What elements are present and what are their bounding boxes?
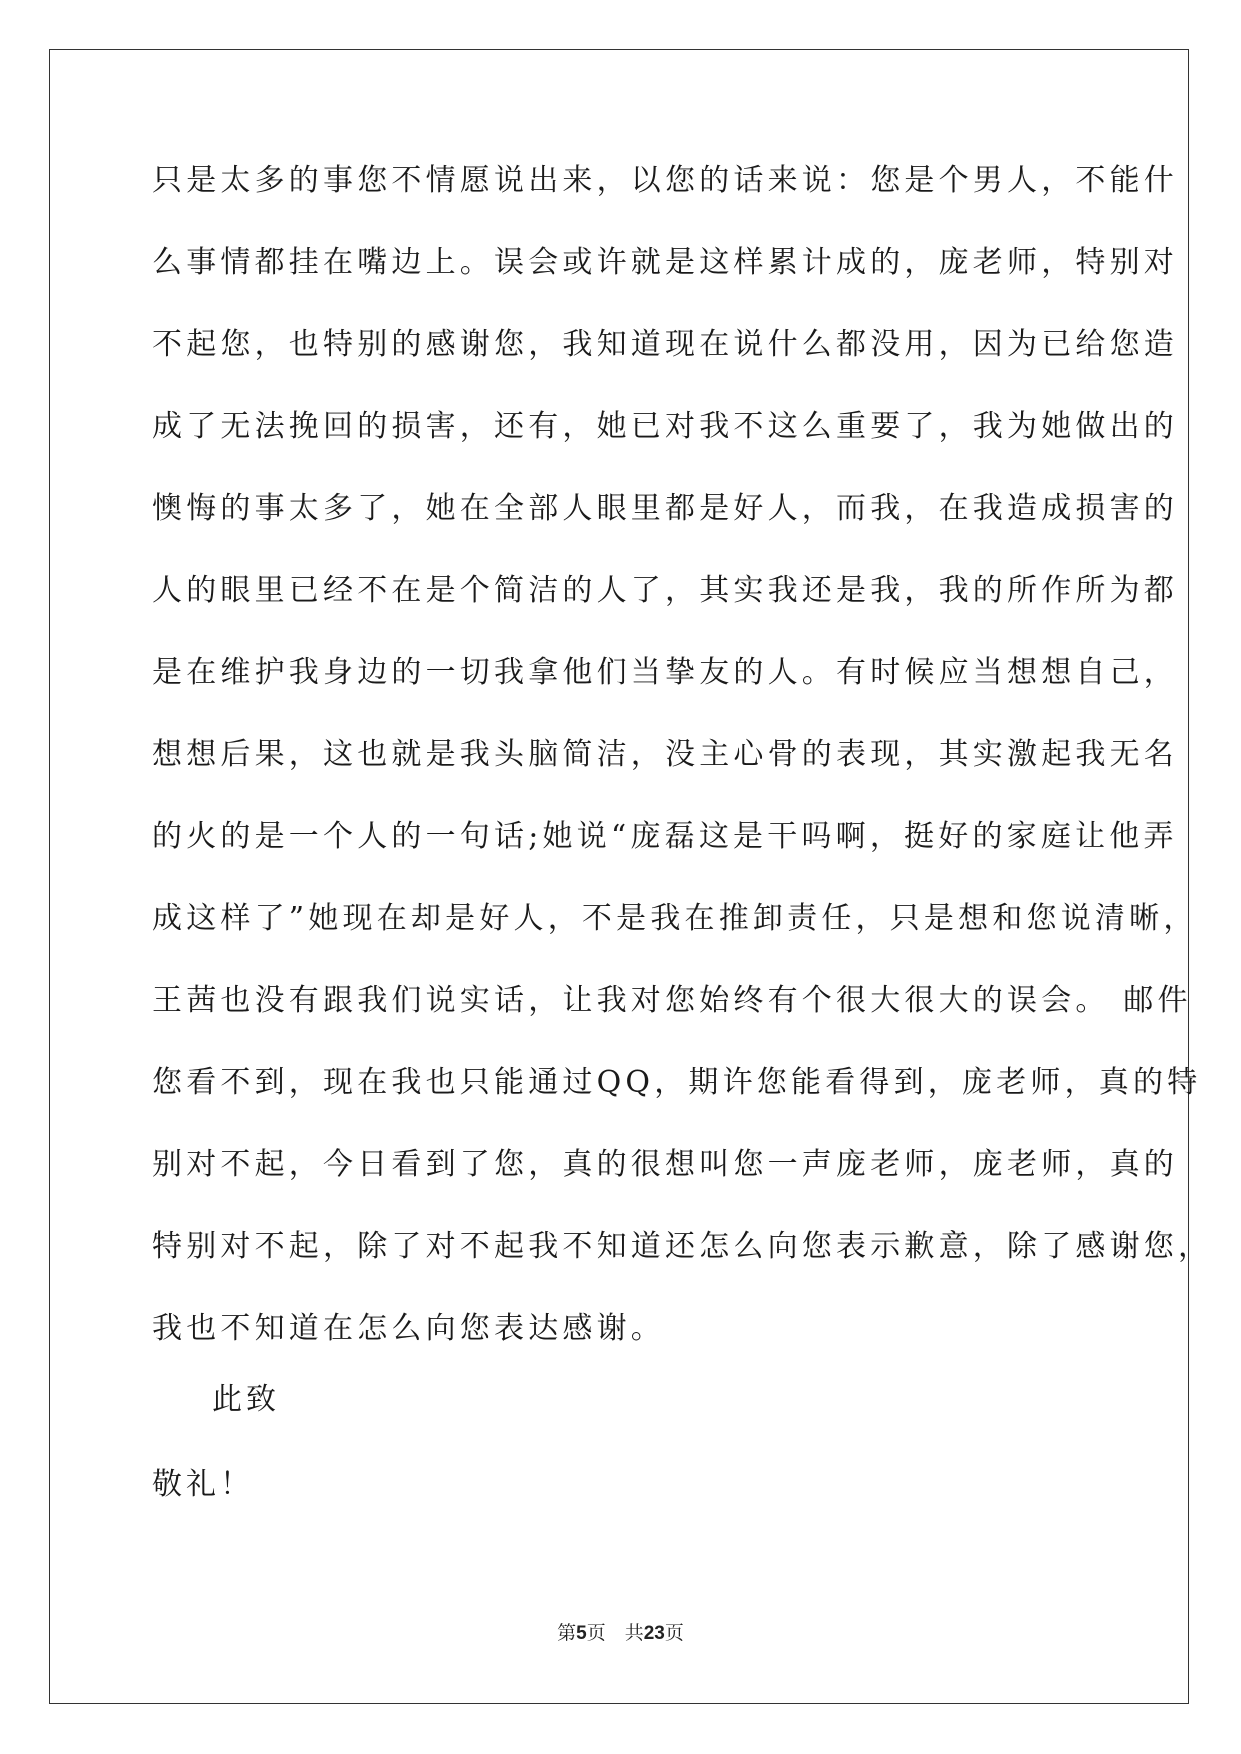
page-footer: [0, 1618, 1241, 1645]
letter-line: 不起您，也特别的感谢您，我知道现在说什么都没用，因为已给您造: [152, 327, 1178, 362]
footer-suffix: 页: [664, 1623, 684, 1644]
letter-line: 成这样了”她现在却是好人，不是我在推卸责任，只是想和您说清晰，: [152, 901, 1198, 936]
letter-line: 么事情都挂在嘴边上。误会或许就是这样累计成的，庞老师，特别对: [152, 245, 1178, 280]
letter-line: 人的眼里已经不在是个简洁的人了，其实我还是我，我的所作所为都: [152, 573, 1178, 608]
letter-line: 成了无法挽回的损害，还有，她已对我不这么重要了，我为她做出的: [152, 409, 1178, 444]
footer-total-pages: 23: [643, 1623, 665, 1644]
letter-line: 我也不知道在怎么向您表达感谢。: [152, 1311, 665, 1346]
letter-line: 想想后果，这也就是我头脑简洁，没主心骨的表现，其实激起我无名: [152, 737, 1178, 772]
letter-line: 特别对不起，除了对不起我不知道还怎么向您表示歉意，除了感谢您，: [152, 1229, 1213, 1264]
closing-regards: 敬礼！: [152, 1467, 254, 1502]
letter-line: 您看不到，现在我也只能通过QQ，期许您能看得到，庞老师，真的特: [152, 1065, 1202, 1100]
footer-page-number: 5: [576, 1623, 587, 1644]
letter-line: 懊悔的事太多了，她在全部人眼里都是好人，而我，在我造成损害的: [152, 491, 1178, 526]
letter-line: 别对不起，今日看到了您，真的很想叫您一声庞老师，庞老师，真的: [152, 1147, 1178, 1182]
letter-line: 是在维护我身边的一切我拿他们当挚友的人。有时候应当想想自己，: [152, 655, 1178, 690]
closing-salutation: 此致: [212, 1382, 280, 1417]
letter-line: 王茜也没有跟我们说实话，让我对您始终有个很大很大的误会。 邮件: [152, 983, 1192, 1018]
letter-line: 的火的是一个人的一句话;她说“庞磊这是干吗啊，挺好的家庭让他弄: [152, 819, 1178, 854]
footer-mid: 页 共: [586, 1623, 644, 1644]
footer-prefix: 第: [557, 1623, 577, 1644]
letter-body: [152, 157, 1213, 1387]
letter-line: 只是太多的事您不情愿说出来，以您的话来说：您是个男人，不能什: [152, 163, 1178, 198]
